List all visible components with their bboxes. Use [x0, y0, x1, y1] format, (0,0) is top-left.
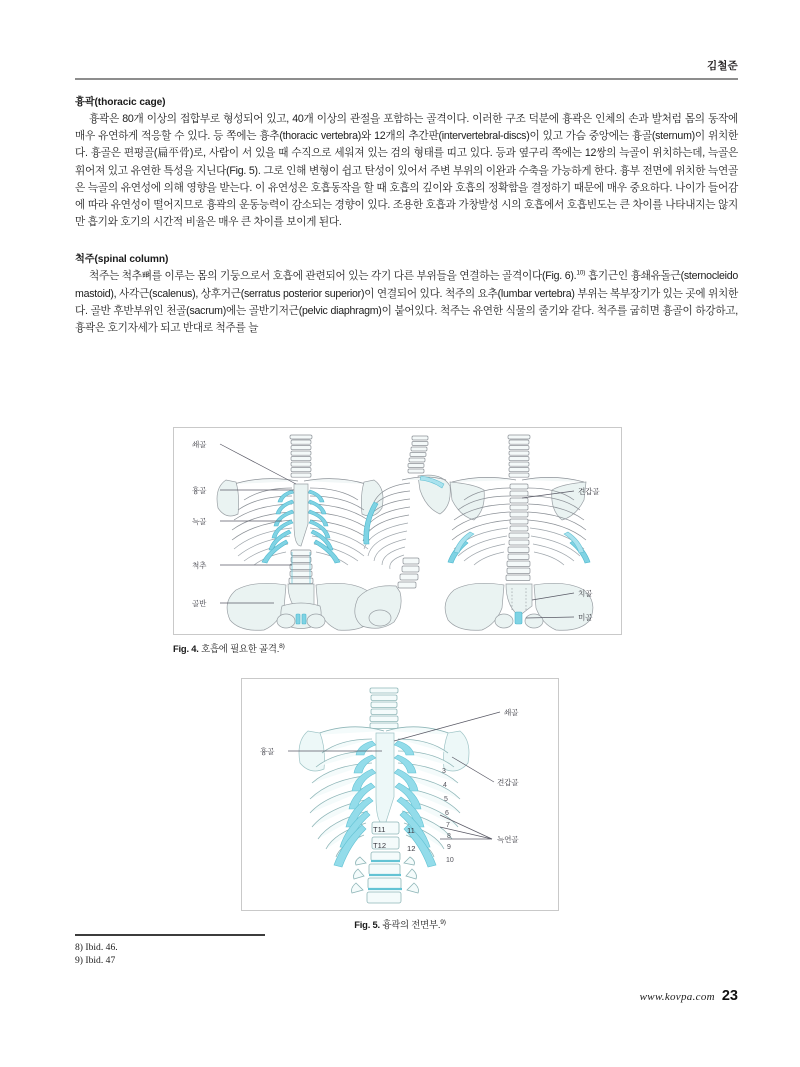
figure-4-caption-footnote: 8): [279, 642, 285, 650]
section-spacer: [75, 231, 738, 250]
footnote-9: 9) Ibid. 47: [75, 955, 116, 967]
fig4-pelvis: [227, 583, 375, 630]
fig4-posterior-spine: [506, 484, 530, 581]
figure-4: [173, 427, 622, 655]
spinal-body-part1: 척주는 척추뼈를 이루는 몸의 기둥으로서 호흡에 관련되어 있는 각기 다른 부위들을 연결하는 골격이다(Fig. 6).: [89, 270, 577, 283]
fig5-rib-number-11: 11: [407, 826, 415, 835]
footnote-divider: [75, 934, 265, 936]
spinal-body-part2: 흡기근인 흉쇄유돌근(sternocleidomastoid), 사각근(scalenus), 상후거근(serratus posterior superior)이 연결되어 있다. 척주의 요추(lumbar vertebra) 부위는 복부장기가 있는 곳에 위치한다. 골반 후반부위인 천골(sacrum)에는 골반기저근(pelvic diaphragm)이 붙어있다. 척주는 유연한 식물의 줄기와 같다. 척주를 굽히면 흉골이 하강하고, 흉곽은 호기자세가 되고 반대로 척주를 늘: [75, 270, 739, 335]
fig4-posterior-pelvis: [445, 583, 593, 630]
running-head-author: 김철준: [706, 60, 738, 72]
fig5-rib-number-6: 6: [445, 810, 449, 817]
page-number: 23: [721, 988, 738, 1004]
fig4-posterior-clavicle-left: [452, 477, 516, 482]
figure-4-image-box: [173, 427, 622, 635]
fig4-scapula-left: [217, 480, 239, 516]
fig4-lumbar-spine: [289, 550, 313, 584]
fig5-rib-number-7: 7: [446, 822, 450, 829]
footnote-8: 8) Ibid. 46.: [75, 941, 118, 953]
fig4-lateral-view: [355, 436, 450, 628]
figure-5-illustration: [242, 679, 558, 910]
fig5-rib-number-10: 10: [446, 857, 454, 864]
fig5-rib-number-3: 3: [442, 768, 446, 775]
fig4-label-sternum: 흉골: [192, 486, 207, 495]
fig5-label-T12: T12: [373, 841, 387, 850]
figure-4-caption: [173, 641, 622, 655]
figure-5-caption-label: Fig. 5.: [354, 919, 380, 930]
fig5-rib-number-4: 4: [443, 782, 447, 789]
fig5-label-costal-cartilage: 늑연골: [497, 835, 519, 844]
figure-5-caption: [241, 917, 559, 931]
figure-5-caption-text: 흉곽의 전면부.: [382, 919, 441, 930]
fig5-cervical-spine: [370, 688, 398, 729]
page-footer: [640, 988, 738, 1004]
page-content: [75, 93, 738, 337]
fig5-rib-number-8: 8: [447, 833, 451, 840]
fig4-sternum: [294, 484, 308, 546]
fig5-label-scapula: 견갑골: [497, 778, 519, 787]
figure-5-caption-footnote: 9): [440, 918, 446, 926]
section-body-spinal-column: [75, 268, 738, 337]
fig5-rib-number-5: 5: [444, 796, 448, 803]
fig5-label-T11: T11: [373, 825, 386, 834]
fig4-posterior-scapula-left: [450, 482, 484, 520]
fig4-posterior-cervical: [508, 435, 530, 477]
fig4-cervical-spine: [290, 435, 312, 477]
fig5-rib-number-12: 12: [407, 844, 416, 853]
fig4-label-spine: 척추: [192, 561, 207, 570]
page-header: [75, 58, 738, 84]
fig4-lateral-obturator: [369, 610, 391, 626]
fig4-posterior-view: [445, 435, 593, 630]
fig4-label-scapula: 견갑골: [578, 487, 600, 496]
footnotes-block: [75, 934, 375, 968]
fig5-rib-number-9: 9: [447, 844, 451, 851]
figure-4-caption-label: Fig. 4.: [173, 643, 199, 654]
figure-4-illustration: [174, 428, 621, 634]
fig4-clavicle-left: [234, 479, 298, 484]
fig4-posterior-clavicle-right: [522, 477, 584, 482]
fig4-lateral-lumbar: [398, 558, 419, 588]
fig4-clavicle-right: [304, 479, 366, 484]
figure-5-image-box: [241, 678, 559, 911]
fig5-label-sternum: 흉골: [260, 747, 275, 756]
fig4-label-rib: 늑골: [192, 517, 207, 526]
fig5-sternum: [376, 733, 394, 825]
fig4-lateral-cervical: [408, 436, 428, 473]
fig4-leader-clavicle: [220, 444, 296, 484]
fig4-label-coccyx: 미골: [578, 613, 593, 622]
figure-4-caption-text: 호흡에 필요한 골격.: [201, 643, 280, 654]
fig5-label-clavicle: 쇄골: [504, 708, 519, 717]
section-title-spinal-column: 척주(spinal column): [75, 254, 169, 266]
section-body-thoracic-cage: 흉곽은 80개 이상의 접합부로 형성되어 있고, 40개 이상의 관절을 포함하는 골격이다. 이러한 구조 덕분에 흉곽은 인체의 손과 발처럼 몸의 동작에 매우 유연하게 적응할 수 있다. 등 쪽에는 흉추(thoracic vertebra)와 12개의 추간판(intervertebral-discs)이 있고 가슴 중앙에는 흉골(sternum)이 위치한다. 흉골은 편평골(扁平骨)로, 사람이 서 있을 때 수직으로 세워져 있는 검의 형태를 띠고 있다. 등과 옆구리 쪽에는 12쌍의 늑골이 위치하는데, 늑골은 휘어져 있고 유연한 특성을 지닌다(Fig. 5). 그로 인해 변형이 쉽고 탄성이 있어서 주변 부위의 이완과 수축을 가능하게 한다. 흉부 전면에 위치한 늑연골은 늑골의 유연성에 의해 영향을 받는다. 이 유연성은 호흡동작을 할 때 호흡의 깊이와 호흡의 정확함을 결정하기 때문에 매우 중요하다. 나이가 들어감에 따라 유연성이 떨어지므로 흉곽의 운동능력이 감소되는 경향이 있다. 조용한 호흡과 가창발성 시의 호흡에서 호흡빈도는 큰 차이를 나타내지는 않지만 흡기와 호기의 시간적 비율은 매우 큰 차이를 보이게 된다.: [75, 113, 738, 229]
footer-website-url: www.kovpa.com: [639, 991, 715, 1003]
figure-5: [241, 678, 559, 931]
fig4-label-pelvis: 골반: [192, 599, 207, 608]
section-title-thoracic-cage: 흉곽(thoracic cage): [75, 97, 166, 108]
fig4-label-clavicle: 쇄골: [192, 440, 207, 449]
fig4-label-pubis: 치골: [578, 589, 593, 598]
footnote-marker-10: 10): [576, 269, 586, 277]
header-divider: [75, 78, 738, 80]
